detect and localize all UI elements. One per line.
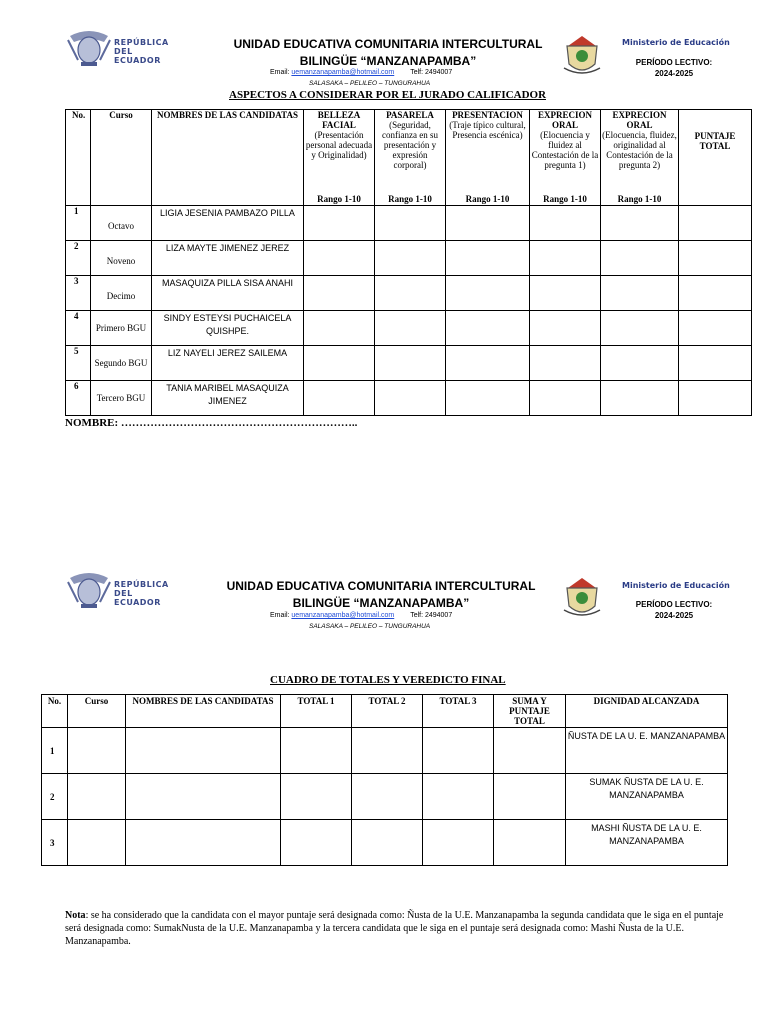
score-cell[interactable] xyxy=(601,381,679,416)
row-curso: Noveno xyxy=(91,241,152,276)
school-name-line2: BILINGÜE “MANZANAPAMBA” xyxy=(292,596,470,610)
total-cell[interactable] xyxy=(352,820,423,866)
note-label: Nota xyxy=(65,910,86,921)
table-row xyxy=(66,381,752,416)
name-cell[interactable] xyxy=(126,728,281,774)
phone-number: Telf: 2494007 xyxy=(410,69,453,76)
jury-section-title: ASPECTOS A CONSIDERAR POR EL JURADO CALIFICADOR xyxy=(229,89,547,101)
email-label: Email: xyxy=(270,69,290,76)
total-cell[interactable] xyxy=(679,241,752,276)
col-suma-puntaje: SUMA Y PUNTAJE TOTAL xyxy=(494,695,566,728)
location-line: SALASAKA – PELILEO – TUNGURAHUA xyxy=(309,80,431,87)
score-cell[interactable] xyxy=(601,276,679,311)
score-cell[interactable] xyxy=(375,346,446,381)
score-cell[interactable] xyxy=(530,206,601,241)
email-link[interactable]: uemanzanapamba@hotmail.com xyxy=(291,69,395,76)
total-cell[interactable] xyxy=(281,774,352,820)
total-cell[interactable] xyxy=(423,820,494,866)
curso-cell[interactable] xyxy=(68,774,126,820)
jury-table-header-row xyxy=(66,110,752,206)
sum-cell[interactable] xyxy=(494,728,566,774)
phone-number: Telf: 2494007 xyxy=(410,612,453,619)
table-row xyxy=(42,728,728,774)
period-block xyxy=(629,599,719,621)
total-cell[interactable] xyxy=(679,206,752,241)
row-number: 5 xyxy=(66,346,91,381)
ecuador-logo xyxy=(66,568,178,612)
contact-line xyxy=(270,69,452,76)
row-number: 1 xyxy=(42,728,68,774)
score-cell[interactable] xyxy=(530,276,601,311)
dignity-title: SUMAK ÑUSTA DE LA U. E. MANZANAPAMBA xyxy=(566,774,728,820)
school-name-line1: UNIDAD EDUCATIVA COMUNITARIA INTERCULTURAL xyxy=(233,37,543,51)
col-no: No. xyxy=(42,695,68,728)
sum-cell[interactable] xyxy=(494,820,566,866)
score-cell[interactable] xyxy=(304,241,375,276)
total-cell[interactable] xyxy=(679,381,752,416)
score-cell[interactable] xyxy=(446,241,530,276)
col-no: No. xyxy=(72,110,86,120)
country-name-line2: DEL ECUADOR xyxy=(114,589,161,607)
school-name xyxy=(218,36,558,70)
totals-table xyxy=(41,694,728,866)
school-crest-icon xyxy=(562,34,602,76)
rango-label: Rango 1-10 xyxy=(317,194,361,204)
row-curso: Tercero BGU xyxy=(91,381,152,416)
rango-label: Rango 1-10 xyxy=(617,194,662,204)
score-cell[interactable] xyxy=(530,346,601,381)
score-cell[interactable] xyxy=(446,311,530,346)
total-cell[interactable] xyxy=(281,820,352,866)
score-cell[interactable] xyxy=(304,206,375,241)
row-number: 2 xyxy=(42,774,68,820)
country-name-line2: DEL ECUADOR xyxy=(114,47,161,65)
col-dignidad: DIGNIDAD ALCANZADA xyxy=(566,695,728,728)
row-number: 4 xyxy=(66,311,91,346)
total-cell[interactable] xyxy=(679,346,752,381)
table-row xyxy=(42,820,728,866)
period-label: PERÍODO LECTIVO: xyxy=(635,600,713,609)
score-cell[interactable] xyxy=(375,311,446,346)
location-line: SALASAKA – PELILEO – TUNGURAHUA xyxy=(309,623,431,630)
score-cell[interactable] xyxy=(446,381,530,416)
candidate-name: TANIA MARIBEL MASAQUIZA JIMENEZ xyxy=(152,381,304,416)
row-number: 3 xyxy=(42,820,68,866)
total-cell[interactable] xyxy=(281,728,352,774)
curso-cell[interactable] xyxy=(68,728,126,774)
row-number: 6 xyxy=(66,381,91,416)
jury-signature-line: NOMBRE: ……………………………………………………….. xyxy=(65,417,358,429)
email-label: Email: xyxy=(270,612,290,619)
school-name-line1: UNIDAD EDUCATIVA COMUNITARIA INTERCULTURAL xyxy=(226,579,536,593)
row-curso: Primero BGU xyxy=(91,311,152,346)
table-row xyxy=(66,206,752,241)
ecuador-coat-of-arms-icon xyxy=(66,28,112,68)
table-row xyxy=(66,346,752,381)
col-nombres: NOMBRES DE LAS CANDIDATAS xyxy=(126,695,281,728)
score-cell[interactable] xyxy=(375,241,446,276)
totals-table-header-row xyxy=(42,695,728,728)
score-cell[interactable] xyxy=(375,381,446,416)
note-text: : se ha considerado que la candidata con el mayor puntaje será designada como: Ñusta de la U.E. Manzanapamba la segunda candidata que le siga en el puntaje será designada como: SumakNusta de la U.E. Manzanapamba y la tercera candidata que le siga en el puntaje será designada como: Mashi Ñusta de la U.E. Manzanapamba. xyxy=(65,910,724,947)
note-paragraph xyxy=(65,909,733,948)
table-row xyxy=(42,774,728,820)
score-cell[interactable] xyxy=(601,346,679,381)
dignity-title: MASHI ÑUSTA DE LA U. E. MANZANAPAMBA xyxy=(566,820,728,866)
score-cell[interactable] xyxy=(375,206,446,241)
candidate-name: LIZA MAYTE JIMENEZ JEREZ xyxy=(152,241,304,276)
sum-cell[interactable] xyxy=(494,774,566,820)
score-cell[interactable] xyxy=(530,311,601,346)
candidate-name: MASAQUIZA PILLA SISA ANAHI xyxy=(152,276,304,311)
total-cell[interactable] xyxy=(352,728,423,774)
total-cell[interactable] xyxy=(423,728,494,774)
score-cell[interactable] xyxy=(446,276,530,311)
candidate-name: SINDY ESTEYSI PUCHAICELA QUISHPE. xyxy=(152,311,304,346)
total-cell[interactable] xyxy=(423,774,494,820)
school-name xyxy=(211,578,551,612)
period-value: 2024-2025 xyxy=(654,69,694,78)
score-cell[interactable] xyxy=(601,206,679,241)
score-cell[interactable] xyxy=(530,381,601,416)
rango-label: Rango 1-10 xyxy=(543,194,587,204)
country-name-line1: REPÚBLICA xyxy=(114,580,169,589)
ecuador-logo xyxy=(66,26,178,70)
score-cell[interactable] xyxy=(304,276,375,311)
row-number: 3 xyxy=(66,276,91,311)
ecuador-coat-of-arms-icon xyxy=(66,570,112,610)
candidate-name: LIZ NAYELI JEREZ SAILEMA xyxy=(152,346,304,381)
rango-label: Rango 1-10 xyxy=(388,194,432,204)
totals-section-title: CUADRO DE TOTALES Y VEREDICTO FINAL xyxy=(270,674,506,686)
score-cell[interactable] xyxy=(446,346,530,381)
school-crest-icon xyxy=(562,576,602,618)
jury-table xyxy=(65,109,752,416)
score-cell[interactable] xyxy=(601,241,679,276)
candidate-name: LIGIA JESENIA PAMBAZO PILLA xyxy=(152,206,304,241)
period-value: 2024-2025 xyxy=(654,611,694,620)
score-cell[interactable] xyxy=(530,241,601,276)
email-link[interactable]: uemanzanapamba@hotmail.com xyxy=(291,612,395,619)
name-cell[interactable] xyxy=(126,774,281,820)
table-row xyxy=(66,311,752,346)
dignity-title: ÑUSTA DE LA U. E. MANZANAPAMBA xyxy=(566,728,728,774)
score-cell[interactable] xyxy=(375,276,446,311)
row-curso: Octavo xyxy=(91,206,152,241)
curso-cell[interactable] xyxy=(68,820,126,866)
score-cell[interactable] xyxy=(304,311,375,346)
row-curso: Segundo BGU xyxy=(91,346,152,381)
total-cell[interactable] xyxy=(679,276,752,311)
score-cell[interactable] xyxy=(601,311,679,346)
score-cell[interactable] xyxy=(304,346,375,381)
period-block xyxy=(629,57,719,79)
row-curso: Decimo xyxy=(91,276,152,311)
table-row xyxy=(66,276,752,311)
row-number: 2 xyxy=(66,241,91,276)
total-cell[interactable] xyxy=(679,311,752,346)
contact-line xyxy=(270,612,452,619)
table-row xyxy=(66,241,752,276)
col-total-2: TOTAL 2 xyxy=(352,695,423,728)
col-pasarela: PASARELA (Seguridad, confianza en su presentación y expresión corporal) Rango 1-10 xyxy=(375,110,446,206)
col-puntaje-total: PUNTAJE TOTAL xyxy=(694,131,736,151)
name-cell[interactable] xyxy=(126,820,281,866)
score-cell[interactable] xyxy=(304,381,375,416)
col-belleza: BELLEZA FACIAL (Presentación personal adecuada y Originalidad) Rango 1-10 xyxy=(304,110,375,206)
rango-label: Rango 1-10 xyxy=(465,194,510,204)
col-total-3: TOTAL 3 xyxy=(423,695,494,728)
score-cell[interactable] xyxy=(446,206,530,241)
school-name-line2: BILINGÜE “MANZANAPAMBA” xyxy=(299,54,477,68)
col-nombres: NOMBRES DE LAS CANDIDATAS xyxy=(157,110,298,120)
total-cell[interactable] xyxy=(352,774,423,820)
col-oral-1: EXPRECION ORAL (Elocuencia y fluidez al Contestación de la pregunta 1) Rango 1-10 xyxy=(530,110,601,206)
period-label: PERÍODO LECTIVO: xyxy=(635,58,713,67)
col-presentacion: PRESENTACION (Traje típico cultural, Presencia escénica) Rango 1-10 xyxy=(446,110,530,206)
col-curso: Curso xyxy=(109,110,133,120)
ministry-name: Ministerio de Educación xyxy=(622,38,730,47)
col-total-1: TOTAL 1 xyxy=(281,695,352,728)
col-curso: Curso xyxy=(68,695,126,728)
col-oral-2: EXPRECION ORAL (Elocuencia, fluidez, originalidad al Contestación de la pregunta 2) Rango 1-10 xyxy=(602,110,677,204)
ministry-name: Ministerio de Educación xyxy=(622,581,730,590)
country-name-line1: REPÚBLICA xyxy=(114,38,169,47)
row-number: 1 xyxy=(66,206,91,241)
